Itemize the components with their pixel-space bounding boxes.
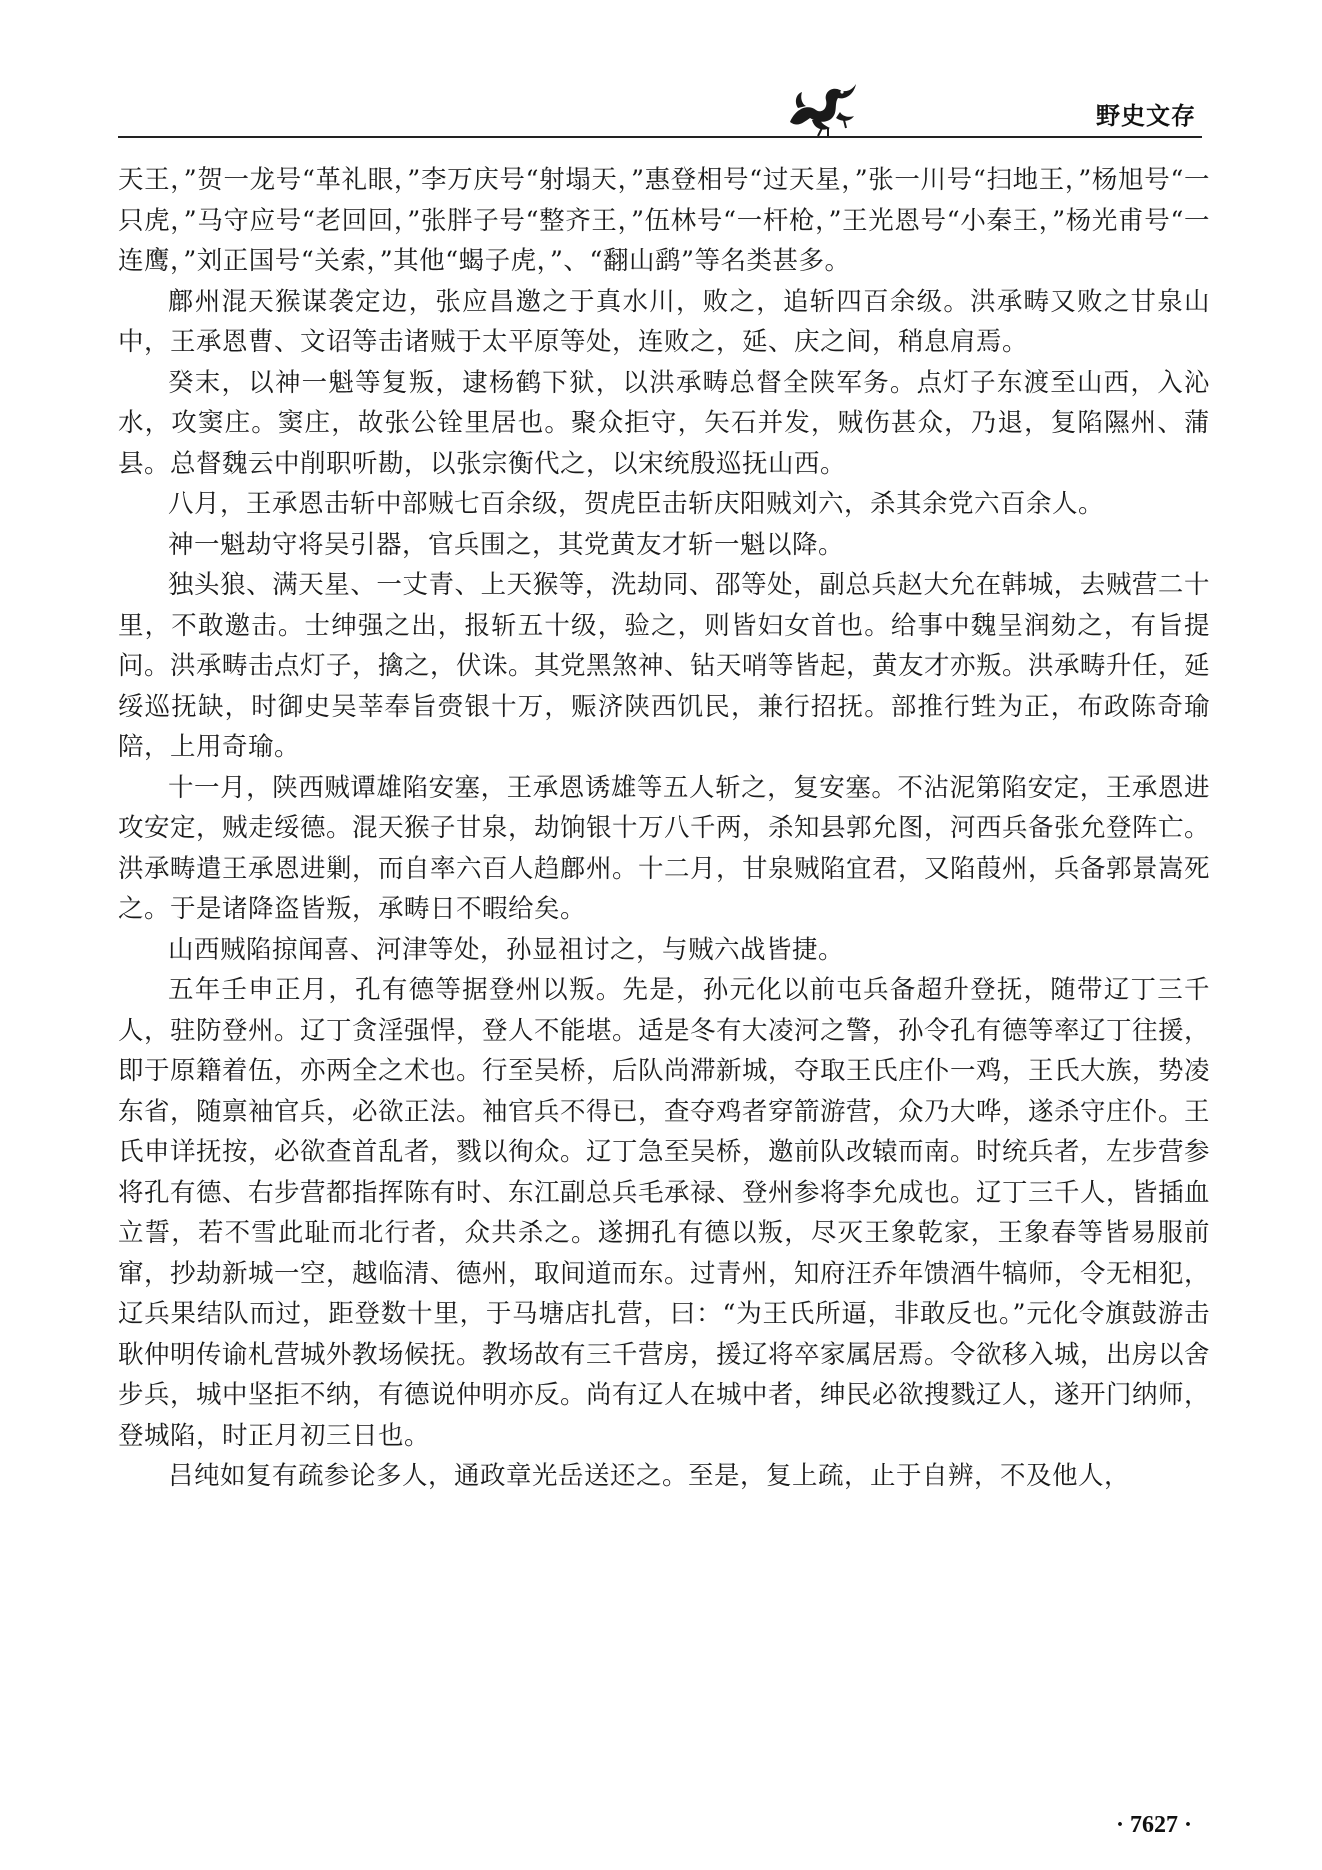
dragon-emblem-icon xyxy=(782,78,862,138)
paragraph: 十一月，陕西贼谭雄陷安塞，王承恩诱雄等五人斩之，复安塞。不沾泥第陷安定，王承恩进攻安定，贼走绥德。混天猴子甘泉，劫饷银十万八千两，杀知县郭允图，河西兵备张允登阵亡。洪承畴遣王承恩进剿，而自率六百人趋鄜州。十二月，甘泉贼陷宜君，又陷葭州，兵备郭景嵩死之。于是诸降盗皆叛，承畴日不暇给矣。 xyxy=(118,772,1211,924)
paragraph: 五年壬申正月，孔有德等据登州以叛。先是，孙元化以前屯兵备超升登抚，随带辽丁三千人，驻防登州。辽丁贪淫强悍，登人不能堪。适是冬有大凌河之警，孙令孔有德等率辽丁往援，即于原籍着伍，亦两全之术也。行至吴桥，后队尚滞新城，夺取王氏庄仆一鸡，王氏大族，势凌东省，随禀袖官兵，必欲正法。袖官兵不得已，查夺鸡者穿箭游营，众乃大哗，遂杀守庄仆。王氏申详抚按，必欲查首乱者，戮以徇众。辽丁急至吴桥，邀前队改辕而南。时统兵者，左步营参将孔有德、右步营都指挥陈有时、东江副总兵毛承禄、登州参将李允成也。辽丁三千人，皆插血立誓，若不雪此耻而北行者，众共杀之。遂拥孔有德以叛，尽灭王象乾家，王象春等皆易服前窜，抄劫新城一空，越临清、德州，取间道而东。过青州，知府汪乔年馈酒牛犒师，令无相犯，辽兵果结队而过，距登数十里，于马塘店扎营，曰：“为王氏所逼，非敢反也。”元化令旗鼓游击耿仲明传谕札营城外教场候抚。教场故有三千营房，援辽将卒家属居焉。令欲移入城，出房以舍步兵，城中坚拒不纳，有德说仲明亦反。尚有辽人在城中者，绅民必欲搜戮辽人，遂开门纳师，登城陷，时正月初三日也。 xyxy=(118,975,1211,1451)
paragraph: 癸末，以神一魁等复叛，逮杨鹤下狱，以洪承畴总督全陕军务。点灯子东渡至山西，入沁水，攻窦庄。窦庄，故张公铨里居也。聚众拒守，矢石并发，贼伤甚众，乃退，复陷隰州、蒲县。总督魏云中削职听勘，以张宗衡代之，以宋统殷巡抚山西。 xyxy=(118,367,1210,479)
page-header xyxy=(0,78,1322,138)
journal-name: 野史文存 xyxy=(1096,102,1196,130)
body-text xyxy=(118,160,1210,1497)
paragraph: 八月，王承恩击斩中部贼七百余级，贺虎臣击斩庆阳贼刘六，杀其余党六百余人。 xyxy=(168,489,1105,519)
paragraph: 独头狼、满天星、一丈青、上天猴等，洗劫同、邵等处，副总兵赵大允在韩城，去贼营二十里，不敢邀击。士绅强之出，报斩五十级，验之，则皆妇女首也。给事中魏呈润劾之，有旨提问。洪承畴击点灯子，擒之，伏诛。其党黑煞神、钻天哨等皆起，黄友才亦叛。洪承畴升任，延绥巡抚缺，时御史吴莘奉旨赍银十万，赈济陕西饥民，兼行招抚。部推行甡为正，布政陈奇瑜陪，上用奇瑜。 xyxy=(118,570,1211,762)
paragraph: 鄜州混天猴谋袭定边，张应昌邀之于真水川，败之，追斩四百余级。洪承畴又败之甘泉山中，王承恩曹、文诏等击诸贼于太平原等处，连败之，延、庆之间，稍息肩焉。 xyxy=(118,286,1210,357)
paragraph: 山西贼陷掠闻喜、河津等处，孙显祖讨之，与贼六战皆捷。 xyxy=(168,934,845,965)
paragraph: 吕纯如复有疏参论多人，通政章光岳送还之。至是，复上疏，止于自辨，不及他人， xyxy=(168,1461,1131,1491)
paragraph: 神一魁劫守将吴引器，官兵围之，其党黄友才斩一魁以降。 xyxy=(168,529,845,560)
header-rule xyxy=(118,136,1202,138)
page-number: · 7627 · xyxy=(1116,1812,1193,1838)
paragraph: 天王，”贺一龙号“革礼眼，”李万庆号“射塌天，”惠登相号“过天星，”张一川号“扫地王，”杨旭号“一只虎，”马守应号“老回回，”张胖子号“整齐王，”伍林号“一杆枪，”王光恩号“小秦王，”杨光甫号“一连鹰，”刘正国号“关索，”其他“蝎子虎，”、“翻山鹞”等名类甚多。 xyxy=(118,165,1210,276)
